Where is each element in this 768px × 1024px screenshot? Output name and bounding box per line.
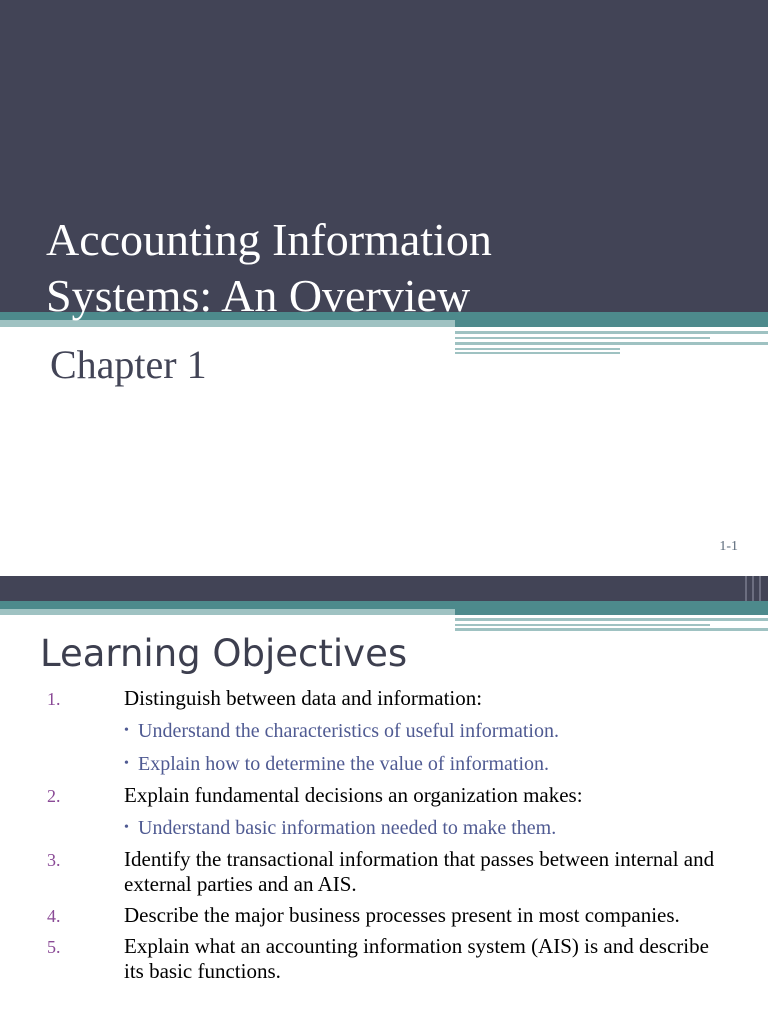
header-stripe-vertical bbox=[759, 576, 761, 601]
objectives-slide bbox=[0, 576, 768, 1024]
section-title: Learning Objectives bbox=[40, 632, 408, 675]
header-stripe-line bbox=[455, 352, 620, 354]
header-stripe-light bbox=[0, 609, 455, 615]
objective-number: 5. bbox=[47, 937, 61, 957]
objectives-list bbox=[0, 686, 768, 990]
header-stripe-line bbox=[455, 618, 768, 621]
objective-text: Explain fundamental decisions an organization makes: bbox=[124, 783, 583, 807]
objective-text: Distinguish between data and information: bbox=[124, 686, 483, 710]
slide-title-line: Systems: An Overview bbox=[46, 270, 471, 321]
objective-number: 1. bbox=[47, 689, 61, 709]
objectives-slide-header-band bbox=[0, 576, 768, 601]
header-stripe-vertical bbox=[752, 576, 754, 601]
objective-subitem bbox=[124, 718, 768, 744]
objective-subitem bbox=[124, 751, 768, 777]
objective-text: Describe the major business processes present in most companies. bbox=[124, 903, 680, 927]
bullet-icon: • bbox=[124, 820, 129, 835]
objective-item bbox=[0, 903, 768, 928]
objective-text: Explain what an accounting information system (AIS) is and describe its basic functions. bbox=[124, 934, 709, 983]
objective-subitem-text: Explain how to determine the value of information. bbox=[138, 753, 549, 775]
bullet-icon: • bbox=[124, 756, 129, 771]
objective-item bbox=[0, 783, 768, 841]
bullet-icon: • bbox=[124, 723, 129, 738]
header-stripe-line bbox=[455, 331, 768, 334]
slide-subtitle: Chapter 1 bbox=[50, 342, 207, 387]
objective-subitem-text: Understand basic information needed to make them. bbox=[138, 817, 557, 839]
objective-number: 4. bbox=[47, 906, 61, 926]
header-stripe-line bbox=[455, 348, 620, 350]
header-stripe-vertical bbox=[745, 576, 747, 601]
page-number: 1-1 bbox=[719, 539, 738, 554]
objective-item bbox=[0, 686, 768, 777]
objective-number: 2. bbox=[47, 786, 61, 806]
header-stripe-teal bbox=[0, 601, 768, 609]
objective-text: Identify the transactional information that passes between internal and external parties and an AIS. bbox=[124, 847, 715, 896]
header-stripe-line bbox=[455, 628, 768, 631]
slide-title bbox=[46, 212, 746, 324]
slide-title-line: Accounting Information bbox=[46, 214, 492, 265]
objective-subitem bbox=[124, 815, 768, 841]
objective-subitem-text: Understand the characteristics of useful information. bbox=[138, 720, 559, 742]
objective-number: 3. bbox=[47, 850, 61, 870]
header-stripe-line bbox=[455, 624, 710, 626]
header-stripe-line bbox=[455, 337, 710, 339]
header-stripe-teal-right bbox=[455, 609, 768, 615]
header-stripe-line bbox=[455, 342, 768, 345]
objective-item bbox=[0, 934, 768, 984]
objective-item bbox=[0, 847, 768, 897]
